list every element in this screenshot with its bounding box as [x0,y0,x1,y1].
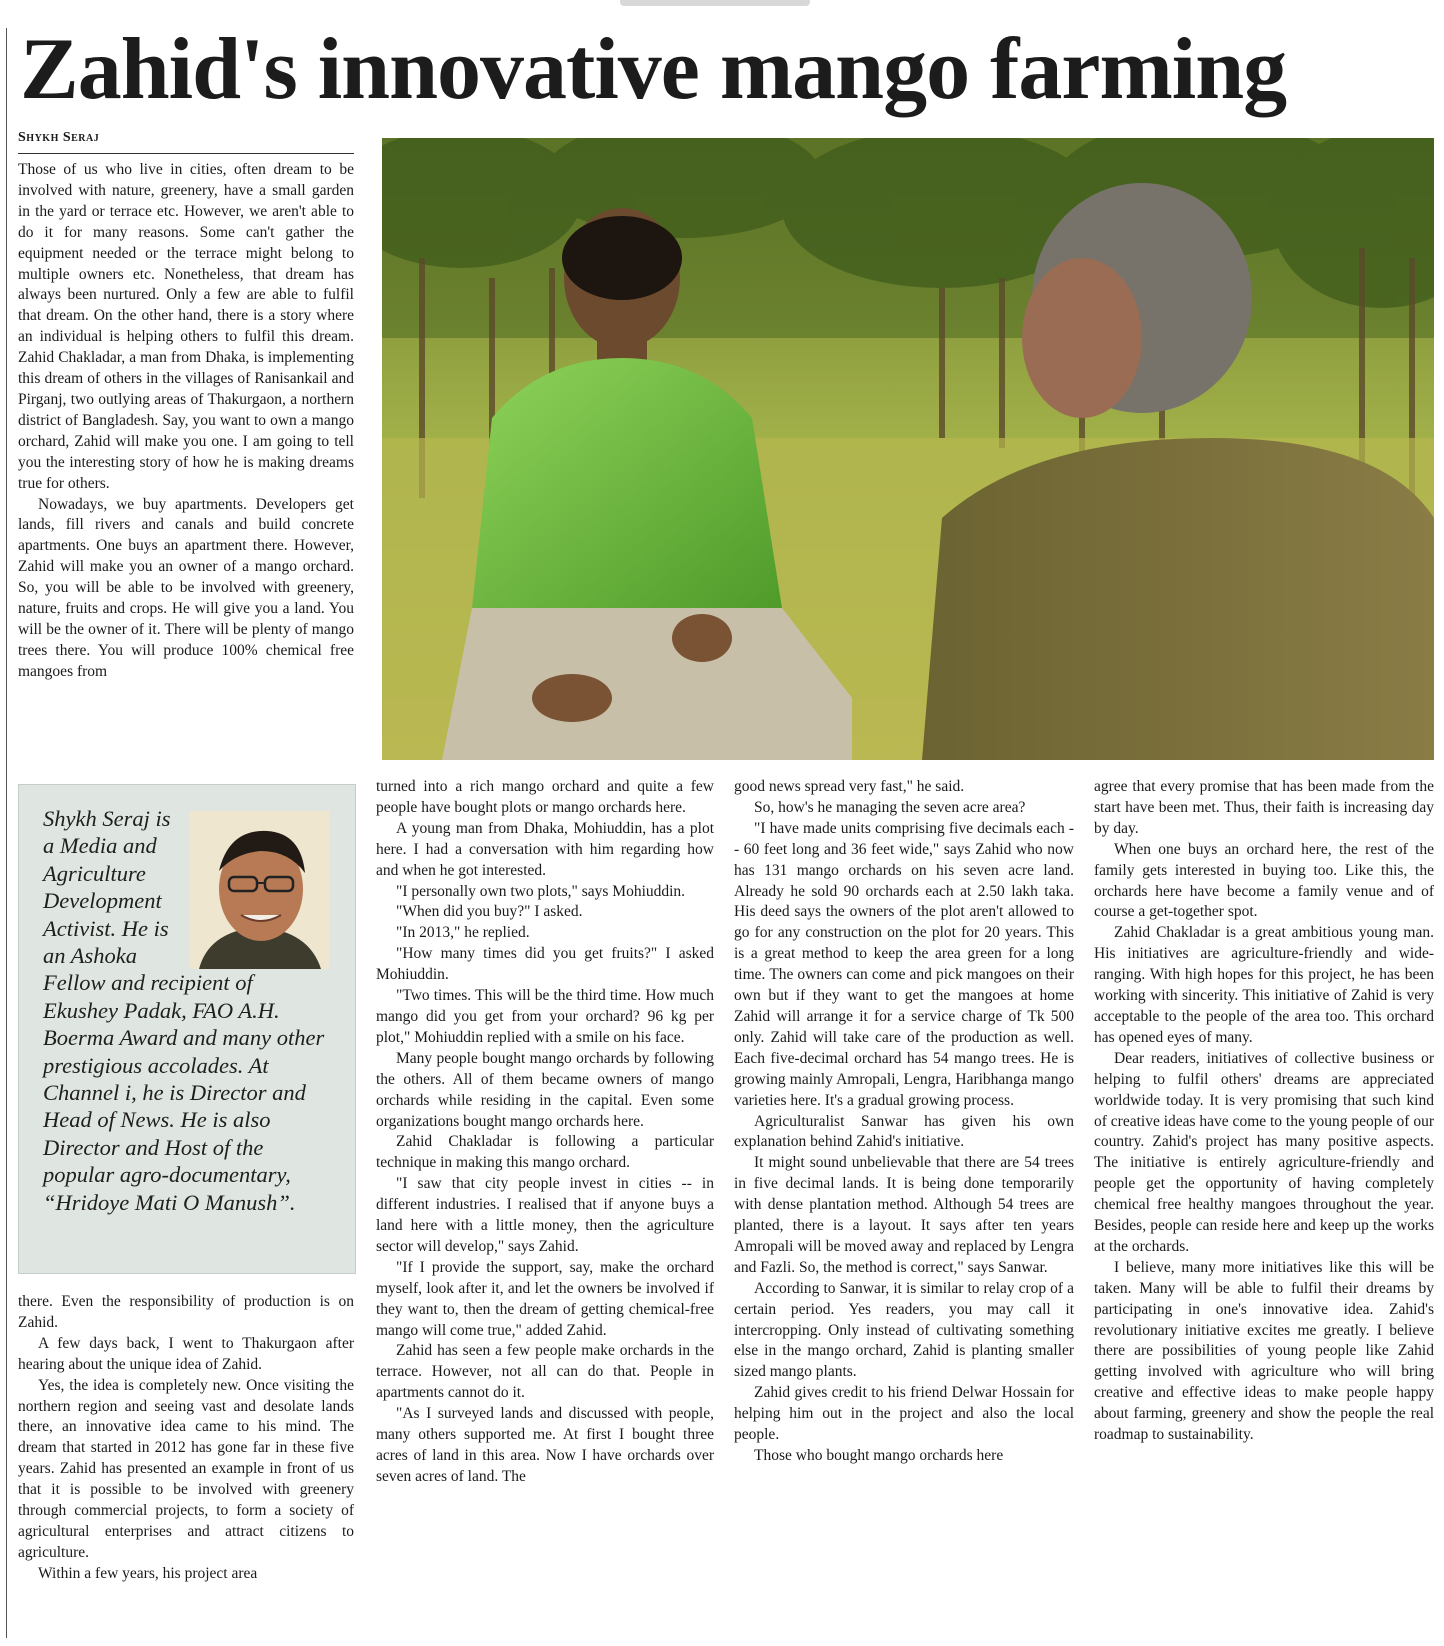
paragraph: turned into a rich mango orchard and quite a few people have bought plots or mango orchards here. [376,778,714,816]
paragraph: Zahid has seen a few people make orchards in the terrace. However, not all can do that. People in apartments cannot do it. [376,1342,714,1402]
paragraph: A young man from Dhaka, Mohiuddin, has a plot here. I had a conversation with him regarding how and when he got interested. [376,819,714,879]
paragraph: Agriculturalist Sanwar has given his own explanation behind Zahid's initiative. [734,1112,1074,1151]
headline: Zahid's innovative mango farming [20,21,1287,118]
column-2 [376,777,714,1488]
paragraph: there. Even the responsibility of production is on Zahid. [18,1293,354,1331]
author-bio-text-wrap [43,805,333,1216]
paragraph: "When did you buy?" I asked. [396,903,583,921]
byline-divider [18,153,354,154]
paragraph: good news spread very fast," he said. [734,778,965,795]
main-photo [382,138,1434,760]
paragraph: Those who bought mango orchards here [754,1447,1004,1464]
paragraph: "I saw that city people invest in cities -- in different industries. I realised that if anyone buys a land here with a little money, then the agriculture sector will develop," says Zahid. [376,1175,714,1255]
column-1-top [18,160,354,683]
author-bio-box [18,784,356,1274]
paragraph: A few days back, I went to Thakurgaon after hearing about the unique idea of Zahid. [18,1334,354,1373]
column-4 [1094,777,1434,1446]
byline: Shykh Seraj [18,130,100,145]
paragraph: Zahid Chakladar is following a particular technique in making this mango orchard. [376,1133,714,1172]
paragraph: Yes, the idea is completely new. Once visiting the northern region and seeing vast and desolate lands there, an innovative idea came to his mind. The dream that started in 2012 has gone far in these five years. Zahid has presented an example in front of us that it is possible to be involved with greenery through commercial projects, to form a society of agricultural enterprises and attract citizens to agriculture. [18,1376,354,1561]
column-3 [734,777,1074,1467]
paragraph: Within a few years, his project area [38,1564,258,1582]
paragraph: Nowadays, we buy apartments. Developers get lands, fill rivers and canals and build concrete apartments. One buys an apartment there. However, Zahid will make you an owner of a mango orchard. So, you will be able to be involved with greenery, nature, fruits and crops. He will give you a land. You will be the owner of it. There will be plenty of mango trees there. You will produce 100% chemical free mangoes from [18,495,354,680]
paragraph: agree that every promise that has been made from the start have been met. Thus, their faith is increasing day by day. [1094,778,1434,837]
author-bio: Shykh Seraj is a Media and Agriculture Development Activist. He is an Ashoka Fellow and recipient of Ekushey Padak, FAO A.H. Boerma Award and many other prestigious accolades. At Channel i, he is Director and Head of News. He is also Director and Host of the popular agro-documentary, “Hridoye Mati O Manush”. [43,806,325,1215]
paragraph: When one buys an orchard here, the rest of the family gets interested in buying too. Like this, the orchards here have become a family venue and of course a get-together spot. [1094,840,1434,921]
paragraph: I believe, many more initiatives like this will be taken. Many will be able to fulfil their dreams by participating in one's innovative idea. Zahid's revolutionary initiative excites me greatly. I believe there are possibilities of young people like Zahid getting involved with agriculture who will bring creative and effective ideas to make people happy about farming, greenery and show the people the real roadmap to sustainability. [1094,1258,1434,1444]
paragraph: "How many times did you get fruits?" I asked Mohiuddin. [376,945,714,984]
column-1-bottom [18,1292,354,1585]
paragraph: Zahid Chakladar is a great ambitious young man. His initiatives are agriculture-friendly and wide-ranging. With high hopes for this project, he has been working with sincerity. This initiative of Zahid is very acceptable to the people of the area too. This orchard has opened eyes of many. [1094,924,1434,1046]
paragraph: It might sound unbelievable that there are 54 trees in five decimal lands. It is being done temporarily with dense plantation method. Although 54 trees are planted, there is a layout. It says after ten years Amropali will be moved away and replaced by Lengra and Fazli. So, the method is correct," says Sanwar. [734,1154,1074,1276]
paragraph: Zahid gives credit to his friend Delwar Hossain for helping him out in the project and also the local people. [734,1384,1074,1444]
paragraph: "I have made units comprising five decimals each -- 60 feet long and 36 feet wide," says Zahid who now has 131 mango orchards on his seven acre land. Already he sold 90 orchards each at 2.50 lakh taka. His deed says the owners of the plot aren't allowed to go for any construction on the plot for 20 years. This is a great method to keep the area green for a long time. The owners can come and pick mangoes on their own but if they want to get the mangoes at home Zahid will arrange it for a service charge of Tk 500 only. Zahid will take care of the production as well. Each five-decimal orchard has 54 mango trees. He is growing mainly Amropali, Lengra, Haribhanga mango varieties here. It's a gradual growing process. [734,819,1074,1109]
paragraph: "Two times. This will be the third time. How much mango did you get from your orchard? 96 kg per plot," Mohiuddin replied with a smile on his face. [376,987,714,1046]
paragraph: Many people bought mango orchards by following the others. All of them became owners of mango orchards while residing in the capital. Even some organizations bought mango orchards here. [376,1049,714,1130]
paragraph: "If I provide the support, say, make the orchard myself, look after it, and let the owners be involved if they want to, then the dream of getting chemical-free mango will come true," added Zahid. [376,1258,714,1339]
paragraph: "I personally own two plots," says Mohiuddin. [396,882,686,900]
paragraph: So, how's he managing the seven acre area? [754,798,1026,816]
left-margin-rule [6,28,7,1638]
paragraph: "In 2013," he replied. [396,924,530,942]
paragraph: According to Sanwar, it is similar to relay crop of a certain period. Yes readers, you may call it intercropping. Only instead of cultivating something else in the mango orchard, Zahid is planting smaller sized mango plants. [734,1279,1074,1381]
paragraph: Dear readers, initiatives of collective business or helping to fulfil others' dreams are appreciated worldwide today. It is very promising that such kind of creative ideas have come to the young people of our country. Zahid's project has many positive aspects. The initiative is entirely agriculture-friendly and people get the opportunity of having completely chemical free healthy mangoes throughout the year. Besides, people can reside here and keep up the works at the orchards. [1094,1049,1435,1255]
paragraph: Those of us who live in cities, often dream to be involved with nature, greenery, have a small garden in the yard or terrace etc. However, we aren't able to do it for many reasons. Some can't gather the equipment needed or the terrace might belong to multiple owners etc. Nonetheless, that dream has always been nurtured. Only a few are able to fulfil that dream. On the other hand, there is a story where an individual is helping others to fulfil this dream. Zahid Chakladar, a man from Dhaka, is implementing this dream of others in the villages of Ranisankail and Pirganj, two outlying areas of Thakurgaon, a northern district of Bangladesh. Say, you want to own a mango orchard, Zahid will make you one. I am going to tell you the interesting story of how he is making dreams true for others. [18,161,354,492]
orchard-interview-image [382,138,1434,760]
paragraph: "As I surveyed lands and discussed with people, many others supported me. At first I bought three acres of land in this area. Now I have orchards over seven acres of land. The [376,1405,714,1485]
top-page-tab [620,0,810,6]
